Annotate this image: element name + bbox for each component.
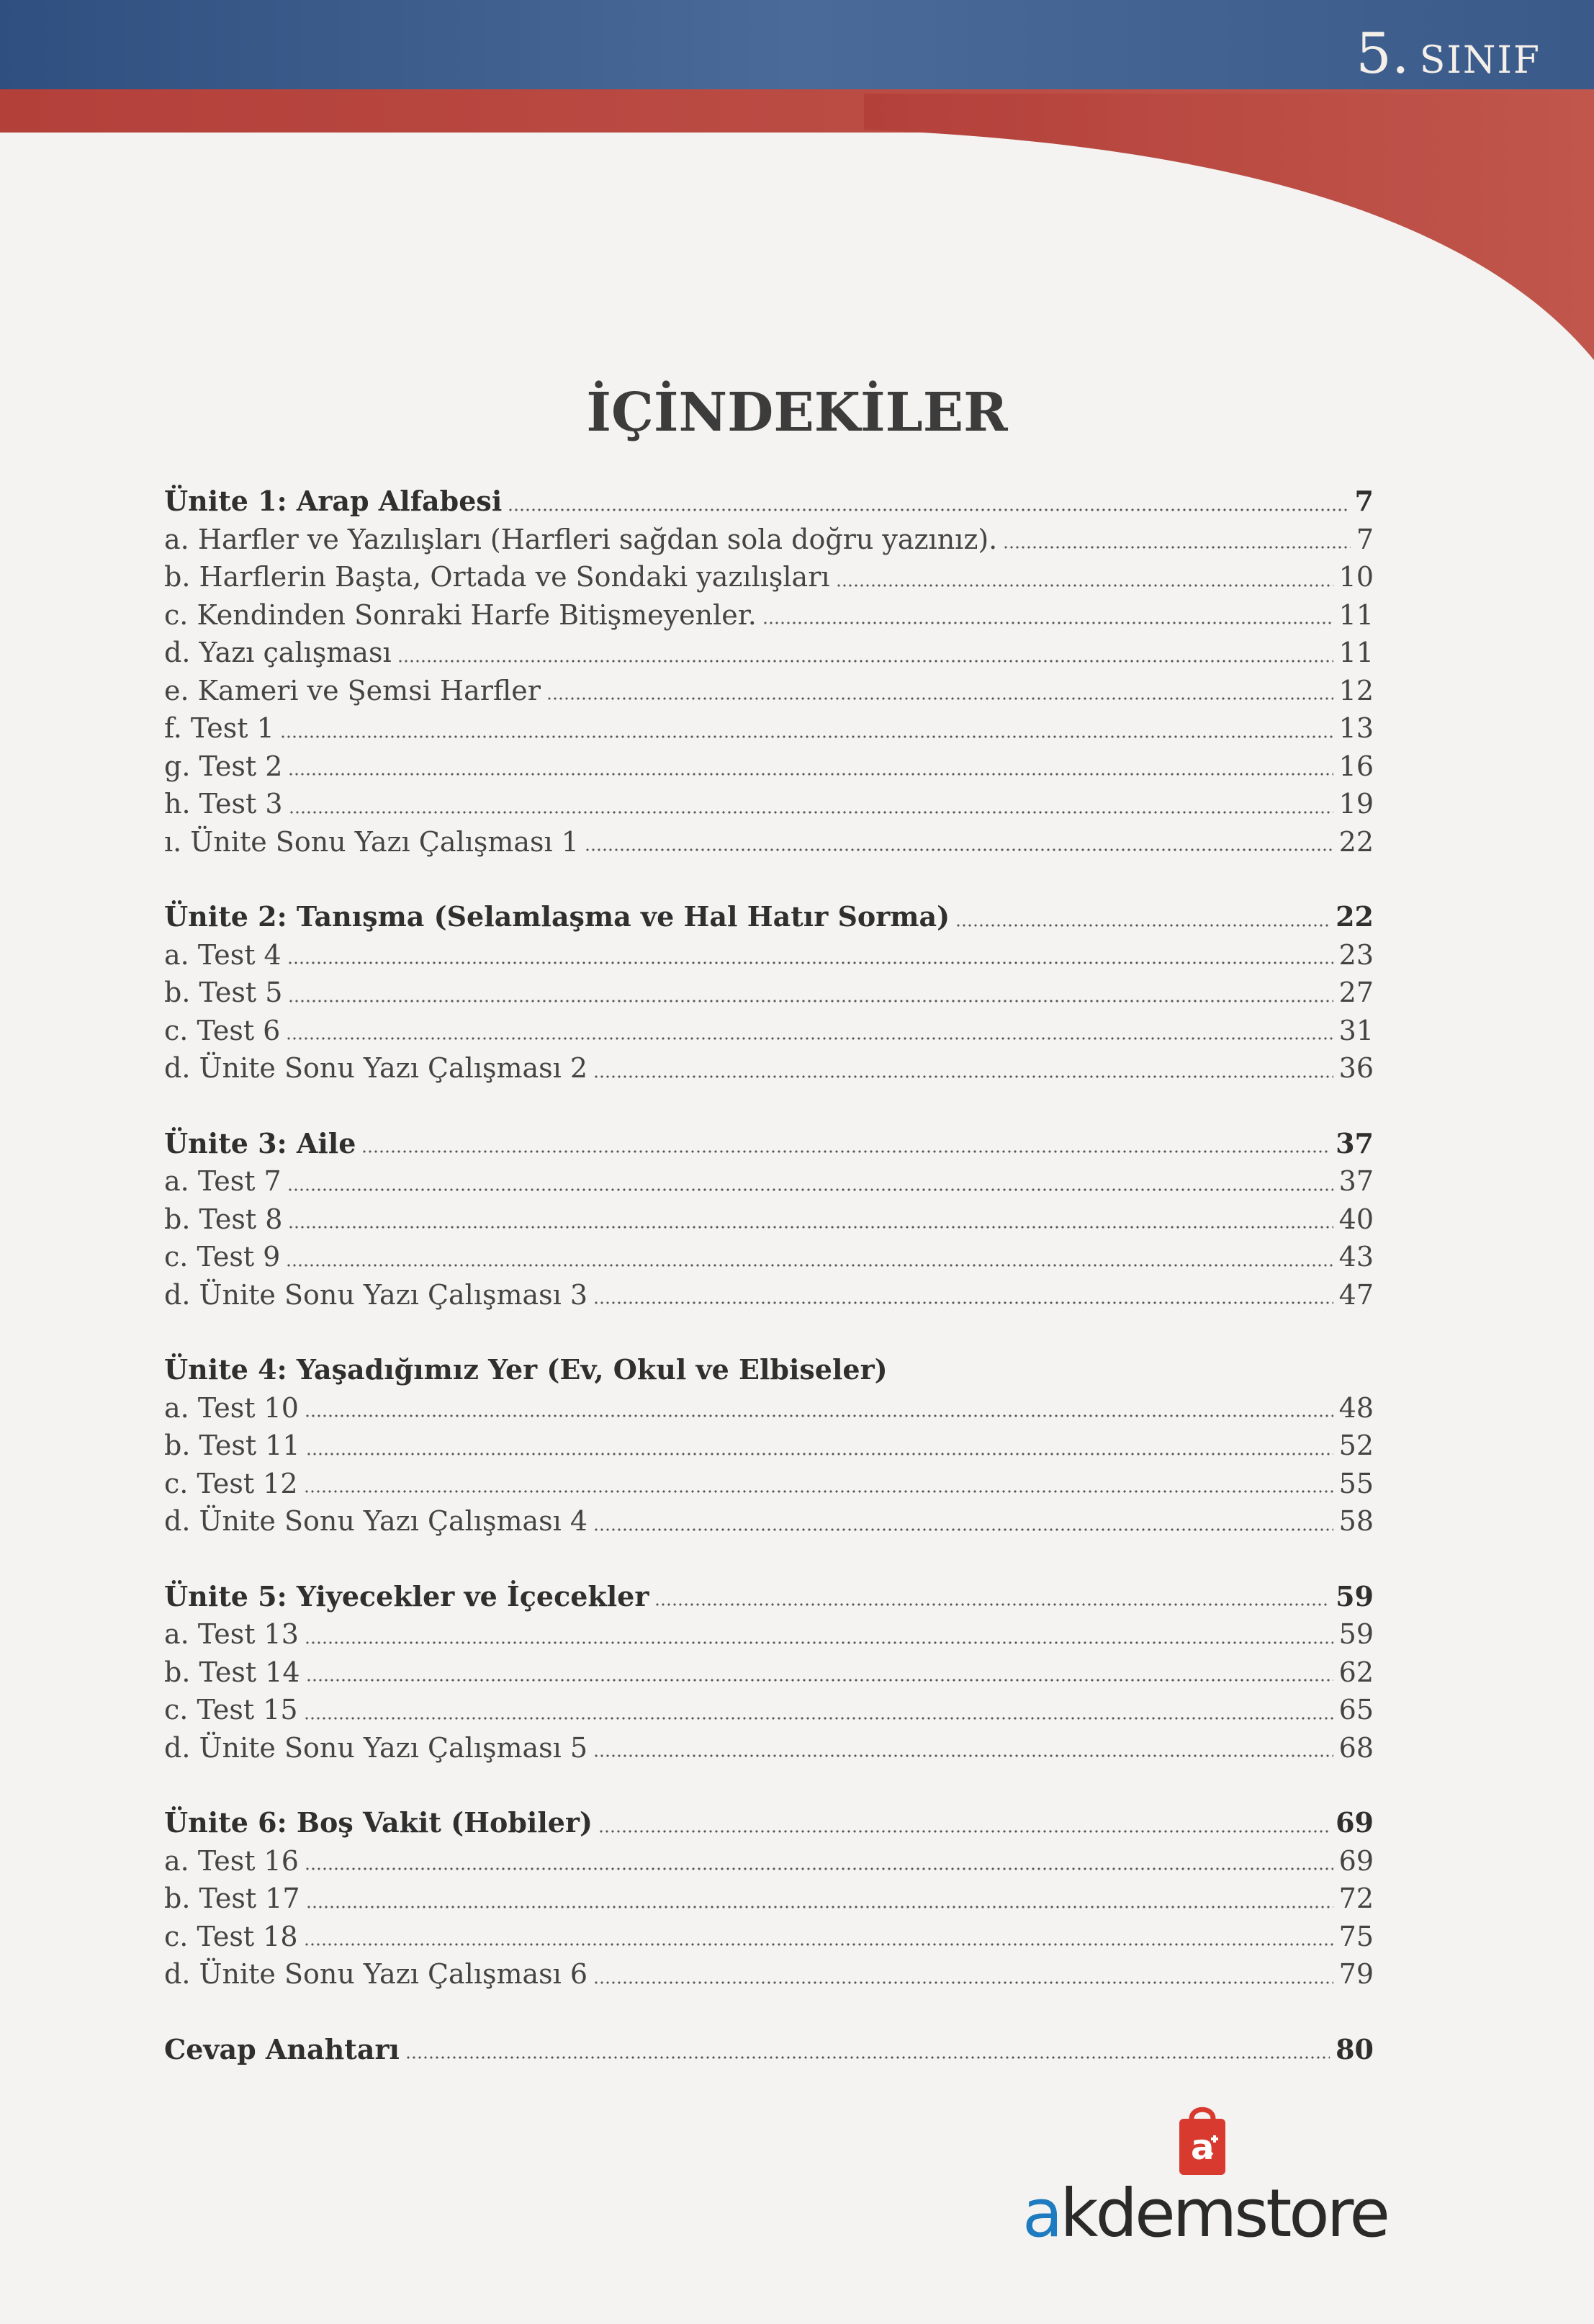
dot-leader bbox=[287, 1188, 1333, 1191]
dot-leader bbox=[288, 773, 1333, 776]
dot-leader bbox=[305, 1867, 1333, 1870]
toc-unit bbox=[164, 1578, 1374, 1767]
toc-entry bbox=[164, 521, 1374, 559]
toc-page-number: 36 bbox=[1338, 1052, 1374, 1084]
dot-leader bbox=[287, 961, 1333, 964]
toc-page-number: 12 bbox=[1338, 674, 1374, 706]
dot-leader bbox=[289, 811, 1333, 814]
toc-page-number: 37 bbox=[1338, 1165, 1374, 1197]
toc-entry bbox=[164, 1427, 1374, 1465]
toc-entry bbox=[164, 1615, 1374, 1654]
dot-leader bbox=[593, 1754, 1333, 1757]
dot-leader bbox=[288, 1000, 1333, 1002]
toc-entry bbox=[164, 672, 1374, 710]
dot-leader bbox=[361, 1150, 1330, 1153]
toc-page-number: 80 bbox=[1336, 2032, 1374, 2065]
toc-entry-label: c. Test 18 bbox=[164, 1920, 298, 1952]
toc-entry bbox=[164, 785, 1374, 823]
dot-leader bbox=[955, 924, 1330, 927]
toc-entry bbox=[164, 936, 1374, 974]
logo-wordmark bbox=[1022, 2175, 1387, 2252]
dot-leader bbox=[288, 1226, 1333, 1229]
toc-page-number: 62 bbox=[1338, 1656, 1374, 1688]
toc-unit-heading bbox=[164, 1351, 1374, 1389]
dot-leader bbox=[593, 1981, 1333, 1984]
toc-entry bbox=[164, 1389, 1374, 1427]
toc-page-number: 47 bbox=[1338, 1278, 1374, 1311]
dot-leader bbox=[304, 1490, 1333, 1493]
toc-entry bbox=[164, 1880, 1374, 1918]
header-blue-band bbox=[0, 0, 1594, 94]
toc-page-number: 72 bbox=[1338, 1883, 1374, 1914]
toc-page-number: 10 bbox=[1338, 561, 1374, 593]
toc-entry-label: Ünite 2: Tanışma (Selamlaşma ve Hal Hatır Sorma) bbox=[164, 900, 950, 933]
toc-entry-label: a. Test 16 bbox=[164, 1844, 299, 1877]
toc-page-number: 19 bbox=[1338, 788, 1374, 820]
toc-entry bbox=[164, 596, 1374, 634]
toc-page-number: 7 bbox=[1354, 485, 1374, 517]
dot-leader bbox=[654, 1603, 1330, 1606]
toc-page-number: 27 bbox=[1338, 977, 1374, 1008]
dot-leader bbox=[305, 1414, 1333, 1417]
dot-leader bbox=[286, 1264, 1333, 1267]
toc-entry-label: d. Ünite Sonu Yazı Çalışması 2 bbox=[164, 1052, 588, 1084]
toc-page-number: 11 bbox=[1338, 637, 1374, 668]
dot-leader bbox=[585, 848, 1333, 851]
dot-leader bbox=[593, 1075, 1333, 1078]
toc-page-number: 22 bbox=[1338, 825, 1374, 858]
toc-unit bbox=[164, 1351, 1374, 1540]
toc-entry-label: c. Kendinden Sonraki Harfe Bitişmeyenler. bbox=[164, 598, 757, 631]
toc-unit bbox=[164, 2031, 1374, 2069]
toc-page-number: 37 bbox=[1336, 1126, 1374, 1159]
toc-entry-label: Ünite 5: Yiyecekler ve İçecekler bbox=[164, 1579, 649, 1612]
dot-leader bbox=[1003, 546, 1351, 549]
toc-entry-label: b. Test 11 bbox=[164, 1430, 300, 1461]
toc-page-number: 68 bbox=[1338, 1731, 1374, 1764]
toc-entry bbox=[164, 1955, 1374, 1993]
toc-unit bbox=[164, 1804, 1374, 1993]
toc-entry bbox=[164, 709, 1374, 748]
toc-page-number: 22 bbox=[1336, 900, 1374, 933]
dot-leader bbox=[306, 1679, 1333, 1682]
toc-unit bbox=[164, 483, 1374, 861]
toc-page-number: 48 bbox=[1338, 1391, 1374, 1424]
toc-page-number: 79 bbox=[1338, 1958, 1374, 1990]
grade-label bbox=[1356, 22, 1541, 86]
toc-entry-label: Ünite 3: Aile bbox=[164, 1126, 356, 1159]
toc-entry bbox=[164, 1842, 1374, 1880]
dot-leader bbox=[306, 1906, 1333, 1908]
toc-entry-label: c. Test 15 bbox=[164, 1694, 298, 1726]
toc-entry-label: e. Kameri ve Şemsi Harfler bbox=[164, 674, 541, 706]
toc-entry bbox=[164, 1162, 1374, 1201]
dot-leader bbox=[397, 660, 1333, 663]
toc-entry bbox=[164, 1012, 1374, 1050]
grade-number: 5. bbox=[1356, 22, 1410, 86]
toc-entry-label: b. Harflerin Başta, Ortada ve Sondaki yazılışları bbox=[164, 561, 830, 593]
toc-entry-label: Ünite 6: Boş Vakit (Hobiler) bbox=[164, 1806, 593, 1839]
dot-leader bbox=[762, 622, 1333, 624]
toc-page-number: 7 bbox=[1356, 523, 1374, 555]
toc-entry bbox=[164, 1049, 1374, 1087]
header-banner bbox=[0, 0, 1594, 403]
toc-page-number: 40 bbox=[1338, 1203, 1374, 1235]
toc-entry-label: Ünite 1: Arap Alfabesi bbox=[164, 485, 503, 517]
toc-unit-heading bbox=[164, 483, 1374, 521]
toc-entry-label: Cevap Anahtarı bbox=[164, 2032, 400, 2065]
toc-entry-label: c. Test 12 bbox=[164, 1467, 298, 1499]
toc-unit-heading bbox=[164, 898, 1374, 936]
toc-page-number: 59 bbox=[1336, 1579, 1374, 1612]
toc-entry bbox=[164, 558, 1374, 596]
dot-leader bbox=[546, 697, 1333, 700]
toc-entry-label: a. Harfler ve Yazılışları (Harfleri sağdan sola doğru yazınız). bbox=[164, 523, 998, 555]
dot-leader bbox=[280, 735, 1333, 738]
dot-leader bbox=[593, 1528, 1333, 1531]
toc-entry bbox=[164, 1654, 1374, 1692]
toc-entry-label: c. Test 9 bbox=[164, 1241, 281, 1273]
toc-page-number: 31 bbox=[1338, 1014, 1374, 1046]
toc-entry bbox=[164, 634, 1374, 672]
toc-entry-label: ı. Ünite Sonu Yazı Çalışması 1 bbox=[164, 825, 579, 858]
toc-page-number: 58 bbox=[1338, 1505, 1374, 1537]
toc-page-number: 11 bbox=[1338, 598, 1374, 631]
dot-leader bbox=[508, 508, 1348, 511]
toc-entry bbox=[164, 974, 1374, 1012]
toc-unit bbox=[164, 1125, 1374, 1314]
toc-entry-label: f. Test 1 bbox=[164, 712, 274, 744]
dot-leader bbox=[305, 1641, 1333, 1644]
toc-entry-label: h. Test 3 bbox=[164, 788, 283, 820]
dot-leader bbox=[836, 584, 1333, 587]
toc-page-number: 13 bbox=[1338, 712, 1374, 744]
toc-entry-label: d. Ünite Sonu Yazı Çalışması 4 bbox=[164, 1505, 588, 1537]
grade-word: SINIF bbox=[1419, 39, 1541, 82]
toc-entry-label: a. Test 4 bbox=[164, 938, 282, 971]
toc-entry bbox=[164, 748, 1374, 786]
toc-entry-label: b. Test 14 bbox=[164, 1656, 300, 1688]
toc-unit-heading bbox=[164, 2031, 1374, 2069]
toc-entry-label: a. Test 7 bbox=[164, 1165, 282, 1197]
toc-page-number: 55 bbox=[1338, 1467, 1374, 1499]
toc-entry bbox=[164, 1502, 1374, 1540]
dot-leader bbox=[304, 1943, 1333, 1946]
toc-page-number: 52 bbox=[1338, 1430, 1374, 1461]
toc-entry-label: Ünite 4: Yaşadığımız Yer (Ev, Okul ve Elbiseler) bbox=[164, 1353, 888, 1386]
logo-icon-letter: a bbox=[1191, 2127, 1215, 2168]
toc-entry-label: d. Ünite Sonu Yazı Çalışması 6 bbox=[164, 1958, 588, 1990]
toc-entry bbox=[164, 1691, 1374, 1729]
toc-page-number: 75 bbox=[1338, 1920, 1374, 1952]
dot-leader bbox=[306, 1453, 1333, 1455]
dot-leader bbox=[598, 1830, 1330, 1833]
toc-page-number: 65 bbox=[1338, 1694, 1374, 1726]
dot-leader bbox=[593, 1301, 1333, 1304]
toc-page-number: 43 bbox=[1338, 1241, 1374, 1273]
dot-leader bbox=[304, 1717, 1333, 1720]
toc-unit-heading bbox=[164, 1578, 1374, 1616]
toc-page-number: 23 bbox=[1338, 938, 1374, 971]
toc-unit bbox=[164, 898, 1374, 1087]
toc-entry-label: a. Test 13 bbox=[164, 1618, 299, 1650]
toc-entry-label: d. Yazı çalışması bbox=[164, 637, 392, 668]
toc-entry-label: g. Test 2 bbox=[164, 750, 283, 782]
logo-brand-first: a bbox=[1022, 2175, 1061, 2252]
toc-entry bbox=[164, 823, 1374, 861]
toc-entry-label: b. Test 5 bbox=[164, 977, 283, 1008]
toc-unit-heading bbox=[164, 1125, 1374, 1163]
toc-page-number: 69 bbox=[1336, 1806, 1374, 1839]
toc-entry-label: b. Test 8 bbox=[164, 1203, 283, 1235]
toc-entry-label: c. Test 6 bbox=[164, 1014, 281, 1046]
dot-leader bbox=[286, 1037, 1333, 1040]
toc-entry-label: b. Test 17 bbox=[164, 1883, 300, 1914]
book-bag-icon bbox=[1179, 2109, 1225, 2175]
toc-page-number: 16 bbox=[1338, 750, 1374, 782]
toc-entry bbox=[164, 1465, 1374, 1503]
dot-leader bbox=[405, 2056, 1330, 2059]
toc-page-number: 59 bbox=[1338, 1618, 1374, 1650]
toc-entry bbox=[164, 1729, 1374, 1767]
logo-brand-rest: kdemstore bbox=[1060, 2175, 1387, 2252]
toc-unit-heading bbox=[164, 1804, 1374, 1842]
toc-entry bbox=[164, 1238, 1374, 1276]
toc-entry bbox=[164, 1918, 1374, 1956]
toc-entry-label: d. Ünite Sonu Yazı Çalışması 3 bbox=[164, 1278, 588, 1311]
toc-page-number: 69 bbox=[1338, 1844, 1374, 1877]
toc-entry-label: d. Ünite Sonu Yazı Çalışması 5 bbox=[164, 1731, 588, 1764]
table-of-contents bbox=[164, 483, 1374, 2106]
toc-entry bbox=[164, 1276, 1374, 1314]
toc-entry-label: a. Test 10 bbox=[164, 1391, 299, 1424]
toc-entry bbox=[164, 1201, 1374, 1239]
page-title: İÇİNDEKİLER bbox=[586, 382, 1008, 444]
